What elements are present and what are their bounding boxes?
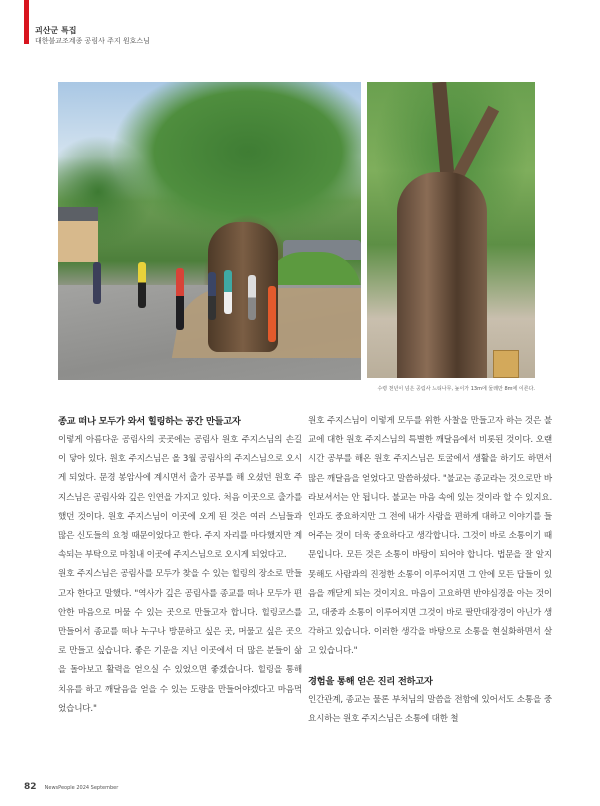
photo-tree-trunk-closeup bbox=[367, 82, 535, 378]
temple-building bbox=[58, 207, 98, 262]
article-column-left bbox=[58, 412, 302, 719]
visitor bbox=[93, 262, 101, 304]
visitor bbox=[224, 270, 232, 314]
article-paragraph: 이렇게 아름다운 공림사의 곳곳에는 공림사 원호 주지스님의 손길이 닿아 있다. 원호 주지스님은 올 3월 공림사의 주지스님으로 오시게 되었다. 문경 봉암사에 계시면서 출가 공부를 해 오셨던 원호 주지스님은 공림사와 깊은 인연을 가지고 있다. 처음 이곳으로 출가를 했던 것이다. 원호 주지스님이 이곳에 오게 된 것은 여러 스님들과 많은 신도들의 요청 때문이었다고 한다. 주지 자리를 마다했지만 계속되는 부탁으로 마침내 이곳에 주지스님으로 오시게 되었다고. bbox=[58, 435, 302, 561]
page-footer bbox=[24, 774, 118, 793]
visitor bbox=[248, 275, 256, 320]
article-heading: 종교 떠나 모두가 와서 힐링하는 공간 만들고자 bbox=[58, 416, 241, 427]
visitor bbox=[268, 286, 276, 342]
visitor bbox=[138, 262, 146, 308]
article-column-right bbox=[308, 412, 552, 729]
visitor bbox=[176, 268, 184, 330]
tree-trunk bbox=[397, 172, 487, 378]
photo-temple-tree-visitors bbox=[58, 82, 361, 380]
donation-box bbox=[493, 350, 519, 378]
article-heading: 경험을 통해 얻은 진리 전하고자 bbox=[308, 675, 433, 687]
article-paragraph: 원호 주지스님이 이렇게 모두를 위한 사찰을 만들고자 하는 것은 불교에 대한 원호 주지스님의 특별한 깨달음에서 비롯된 것이다. 오랜 시간 공부를 해온 원호 주지스님은 토굴에서 생활을 하기도 하면서 많은 깨달음을 얻었다고 말씀하셨다. "불교는 종교라는 것으로만 바라보셔서는 안 됩니다. 불교는 마음 속에 있는 것이라 할 수 있지요. 인과도 중요하지만 그 전에 내가 사람을 편하게 대하고 이야기를 들어주는 것이 더욱 중요하다고 생각합니다. 그것이 바로 소통이기 때문입니다. 모든 것은 소통이 바탕이 되어야 합니다. 법문을 잘 알지 못해도 사람과의 진정한 소통이 이루어지면 그 안에 모든 답들이 있음을 깨닫게 되는 것이지요. 마음이 고요하면 반야심경을 아는 것이고, 대중과 소통이 이루어지면 그것이 바로 팔만대장경이 아닌가 생각하고 있습니다. 이러한 생각을 바탕으로 소통을 현실화하면서 살고 있습니다." bbox=[308, 416, 552, 657]
section-accent-bar bbox=[24, 0, 29, 44]
section-subtitle: 대한불교조계종 공림사 주지 원호스님 bbox=[35, 37, 150, 45]
article-paragraph: 인간관계, 종교는 물론 부처님의 말씀을 전함에 있어서도 소통을 중요시하는 원호 주지스님은 소통에 대한 철 bbox=[308, 694, 552, 724]
article-paragraph: 원호 주지스님은 공림사를 모두가 찾을 수 있는 힐링의 장소로 만들고자 한다고 말했다. "역사가 깊은 공림사를 종교를 떠나 모두가 편안한 마음으로 머물 수 있는 곳으로 만들고자 합니다. 힐링코스를 만들어서 종교를 떠나 누구나 방문하고 싶은 곳, 머물고 싶은 곳으로 만들고 싶습니다. 좋은 기운을 지닌 이곳에서 더 많은 분들이 삶을 돌아보고 활력을 얻으실 수 있었으면 좋겠습니다. 힐링을 통해 치유를 하고 깨달음을 얻을 수 있는 도량을 만들어야겠다고 마음먹었습니다." bbox=[58, 569, 302, 714]
visitor bbox=[208, 272, 216, 320]
publication-name: NewsPeople 2024 September bbox=[44, 785, 119, 791]
photo-caption: 수령 천년이 넘은 공림사 느티나무, 높이가 13m에 둘레만 8m에 이른다. bbox=[377, 386, 535, 392]
page-number: 82 bbox=[24, 782, 37, 792]
section-title: 괴산군 특집 bbox=[35, 26, 77, 35]
